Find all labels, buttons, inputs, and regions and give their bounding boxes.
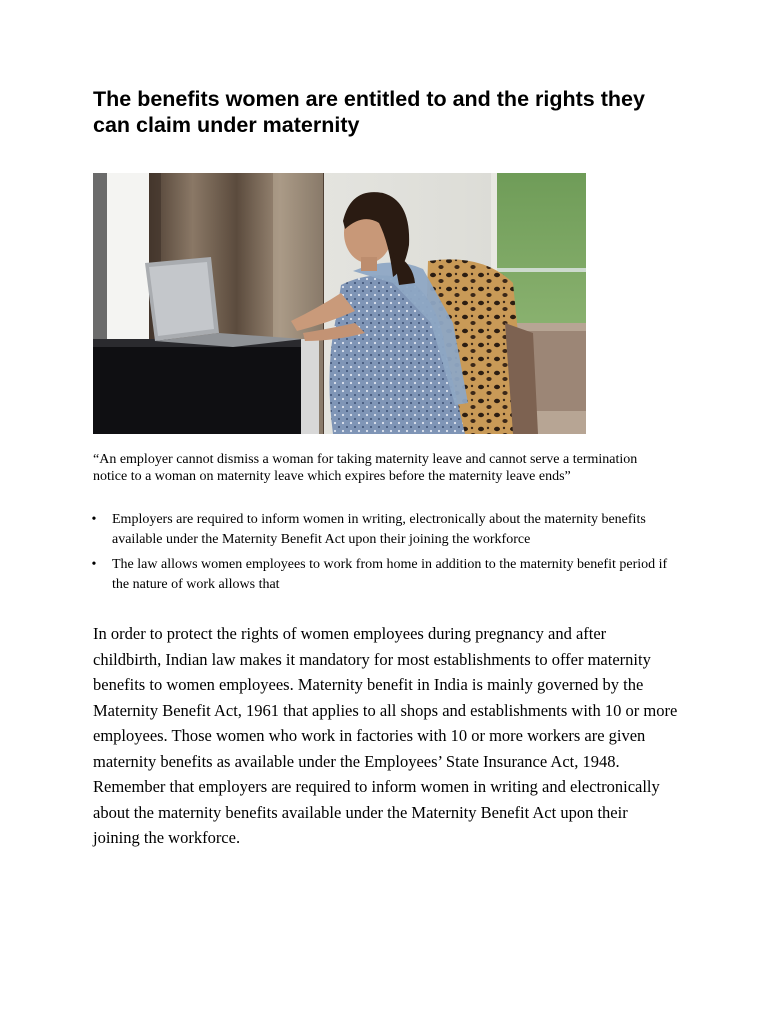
bullet-list — [93, 510, 668, 600]
bullet-item — [93, 510, 668, 549]
body-paragraph: Remember that employers are required to inform women in writing and electronically about the maternity benefits available under the Maternity Benefit Act upon their joining the workforce. — [93, 777, 660, 847]
article-title: The benefits women are entitled to and the rights they can claim under maternity — [93, 87, 645, 137]
pull-quote: “An employer cannot dismiss a woman for taking maternity leave and cannot serve a termination notice to a woman on maternity leave which expires before the maternity leave ends” — [93, 452, 638, 484]
bullet-item — [93, 555, 668, 594]
bullet-marker: • — [91, 557, 97, 572]
bullet-marker: • — [91, 512, 97, 527]
article-photo — [93, 173, 586, 434]
article — [91, 86, 683, 847]
bullet-text: Employers are required to inform women in writing, electronically about the maternity benefits available under the Maternity Benefit Act upon their joining the workforce — [112, 512, 646, 547]
bullet-text: The law allows women employees to work from home in addition to the maternity benefit period if the nature of work allows that — [112, 557, 668, 592]
article-body — [93, 621, 678, 851]
body-paragraph: In order to protect the rights of women employees during pregnancy and after childbirth, Indian law makes it mandatory for most establishments to offer maternity benefits to women employees. Maternity benefit in India is mainly governed by the Maternity Benefit Act, 1961 that applies to all shops and establishments with 10 or more employees. Those women who work in factories with 10 or more workers are given maternity benefits as available under the Employees’ State Insurance Act, 1948. — [93, 624, 678, 771]
